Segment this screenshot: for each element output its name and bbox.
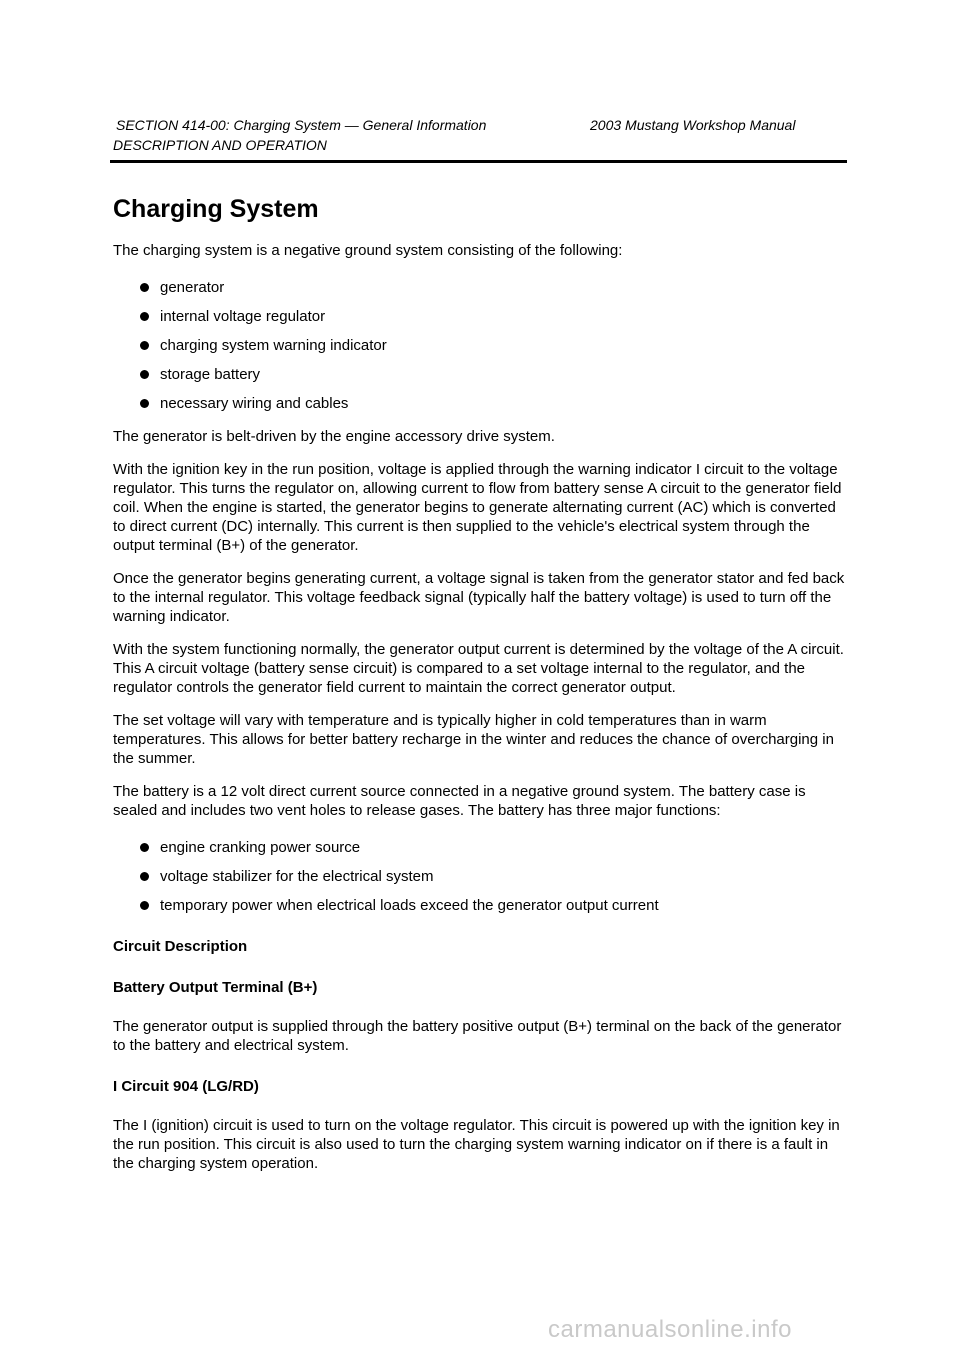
page-header bbox=[113, 115, 847, 153]
bullet-icon bbox=[140, 399, 149, 408]
body-paragraph: With the ignition key in the run position, voltage is applied through the warning indicator I circuit to the voltage regulator. This turns the regulator on, allowing current to flow from battery sense A circuit to the generator field coil. When the engine is started, the generator begins to generate alternating current (AC) which is converted to direct current (DC) internally. This current is then supplied to the vehicle's electrical system through the output terminal (B+) of the generator. bbox=[113, 461, 842, 554]
page-content bbox=[113, 193, 848, 1187]
section-subtitle: DESCRIPTION AND OPERATION bbox=[113, 137, 327, 153]
header-divider bbox=[110, 160, 847, 163]
bullet-icon bbox=[140, 901, 149, 910]
bullet-icon bbox=[140, 370, 149, 379]
list-item-text: generator bbox=[160, 279, 225, 296]
body-paragraph: The generator is belt-driven by the engine accessory drive system. bbox=[113, 428, 555, 445]
page-title: Charging System bbox=[113, 195, 319, 223]
i-circuit-paragraph: The I (ignition) circuit is used to turn on the voltage regulator. This circuit is powered up with the ignition key in the run position. This circuit is also used to turn the charging system warning indicator on if there is a fault in the charging system operation. bbox=[113, 1117, 840, 1172]
list-item-text: storage battery bbox=[160, 366, 261, 383]
list-item bbox=[113, 365, 848, 384]
list-item-text: engine cranking power source bbox=[160, 839, 361, 856]
circuit-description-heading: Circuit Description bbox=[113, 938, 248, 955]
bullet-icon bbox=[140, 312, 149, 321]
body-paragraph: Once the generator begins generating current, a voltage signal is taken from the generator stator and fed back to the internal regulator. This voltage feedback signal (typically half the battery voltage) is used to turn off the warning indicator. bbox=[113, 570, 845, 625]
list-item bbox=[113, 867, 848, 886]
bullet-icon bbox=[140, 872, 149, 881]
list-item bbox=[113, 394, 848, 413]
manual-title: 2003 Mustang Workshop Manual bbox=[590, 117, 796, 133]
body-paragraph: The battery is a 12 volt direct current source connected in a negative ground system. The battery case is sealed and includes two vent holes to release gases. The battery has three major functions: bbox=[113, 783, 806, 819]
i-circuit-heading: I Circuit 904 (LG/RD) bbox=[113, 1078, 259, 1095]
list-item-text: temporary power when electrical loads exceed the generator output current bbox=[160, 897, 659, 914]
list-item bbox=[113, 278, 848, 297]
list-item-text: necessary wiring and cables bbox=[160, 395, 349, 412]
component-list bbox=[113, 278, 848, 413]
b-plus-paragraph: The generator output is supplied through the battery positive output (B+) terminal on the back of the generator to the battery and electrical system. bbox=[113, 1018, 842, 1054]
battery-function-list bbox=[113, 838, 848, 915]
watermark: carmanualsonline.info bbox=[548, 1316, 792, 1343]
body-paragraph: The set voltage will vary with temperature and is typically higher in cold temperatures than in warm temperatures. This allows for better battery recharge in the winter and reduces the chance of overcharging in the summer. bbox=[113, 712, 834, 767]
list-item bbox=[113, 838, 848, 857]
intro-paragraph: The charging system is a negative ground system consisting of the following: bbox=[113, 242, 623, 259]
bullet-icon bbox=[140, 283, 149, 292]
bullet-icon bbox=[140, 341, 149, 350]
section-title: SECTION 414-00: Charging System — General Information bbox=[116, 117, 487, 133]
list-item bbox=[113, 896, 848, 915]
list-item-text: voltage stabilizer for the electrical system bbox=[160, 868, 434, 885]
list-item-text: internal voltage regulator bbox=[160, 308, 326, 325]
list-item-text: charging system warning indicator bbox=[160, 337, 387, 354]
bullet-icon bbox=[140, 843, 149, 852]
b-plus-heading: Battery Output Terminal (B+) bbox=[113, 979, 318, 996]
list-item bbox=[113, 336, 848, 355]
body-paragraph: With the system functioning normally, the generator output current is determined by the voltage of the A circuit. This A circuit voltage (battery sense circuit) is compared to a set voltage internal to the regulator, and the regulator controls the generator field current to maintain the correct generator output. bbox=[113, 641, 844, 696]
list-item bbox=[113, 307, 848, 326]
